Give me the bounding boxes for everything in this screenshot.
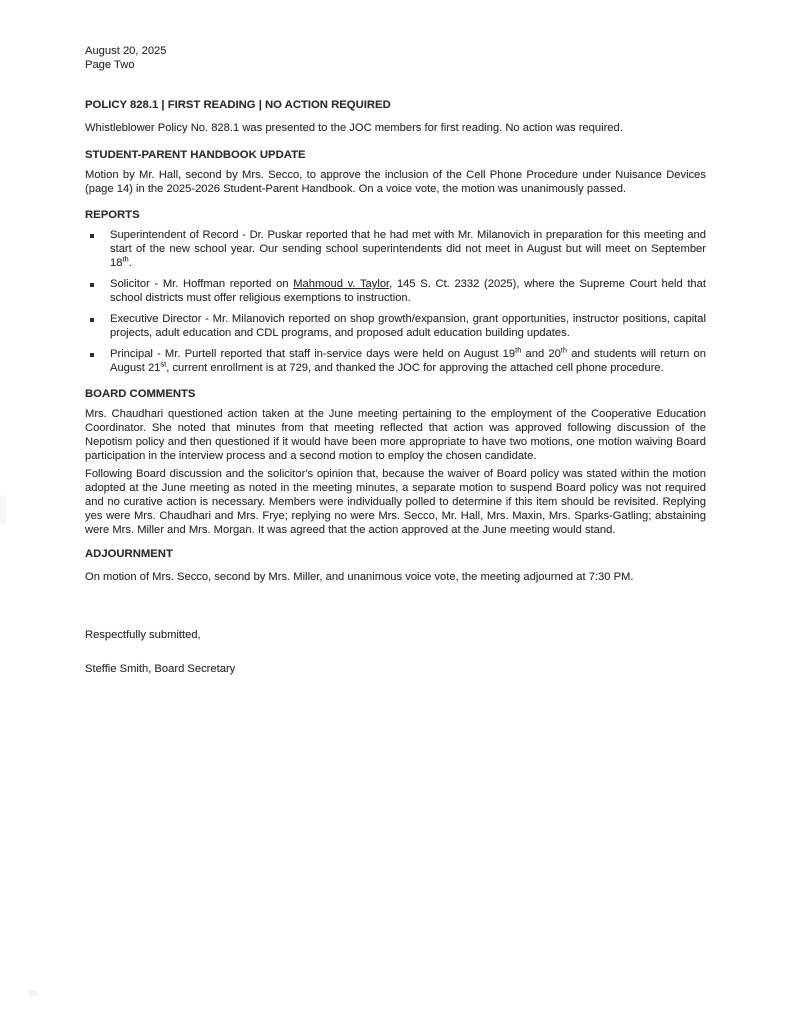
bullet-icon	[90, 318, 94, 322]
bullet-icon	[90, 234, 94, 238]
adjournment-heading: ADJOURNMENT	[85, 548, 173, 560]
board-comments-paragraph-2: Following Board discussion and the solicitor's opinion that, because the waiver of Board policy was stated within the motion adopted at the June meeting as noted in the meeting minutes, a separate motion to suspend Board policy was not required and no curative action is necessary. Members were individually polled to determine if this item should be revisited. Replying yes were Mrs. Chaudhari and Mrs. Frye; replying no were Mrs. Secco, Mr. Hall, Mrs. Maxin, Mrs. Sparks-Gatling; abstaining were Mrs. Miller and Mrs. Morgan. It was agreed that the action approved at the June meeting would stand.	[85, 468, 706, 536]
report-text: and students will return on August 21	[110, 348, 706, 374]
executive-director-report	[110, 312, 706, 340]
board-comments-paragraph-1: Mrs. Chaudhari questioned action taken at the June meeting pertaining to the employment of the Cooperative Education Coordinator. She noted that minutes from that meeting reflected that action was approved following discussion of the Nepotism policy and then questioned if it would have been more appropriate to have two motions, one motion waiving Board participation in the interview process and a second motion to employ the chosen candidate.	[85, 408, 706, 462]
list-item	[85, 312, 706, 340]
ordinal-suffix: th	[122, 254, 129, 264]
scan-artifact	[0, 495, 6, 525]
board-comments-heading: BOARD COMMENTS	[85, 388, 196, 400]
page-number: Page Two	[85, 59, 135, 71]
document-header	[85, 44, 706, 72]
policy-heading: POLICY 828.1 | FIRST READING | NO ACTION REQUIRED	[85, 99, 391, 111]
handbook-body: Motion by Mr. Hall, second by Mrs. Secco, to approve the inclusion of the Cell Phone Procedure under Nuisance Devices (page 14) in the 2025-2026 Student-Parent Handbook. On a voice vote, the motion was unanimously passed.	[85, 169, 706, 195]
principal-report	[110, 347, 706, 375]
reports-heading: REPORTS	[85, 209, 140, 221]
report-text: Solicitor - Mr. Hoffman reported on	[110, 278, 294, 290]
case-citation: Mahmoud v. Taylor	[293, 278, 390, 290]
handbook-heading: STUDENT-PARENT HANDBOOK UPDATE	[85, 149, 306, 161]
bullet-icon	[90, 283, 94, 287]
report-text: and 20	[521, 348, 561, 360]
report-text: Principal - Mr. Purtell reported that staff in-service days were held on August 19	[110, 348, 516, 360]
report-text: Superintendent of Record - Dr. Puskar reported that he had met with Mr. Milanovich in preparation for this meeting and start of the new school year. Our sending school superintendents did not meet in August but will meet on September 18	[110, 229, 706, 269]
ordinal-suffix: th	[515, 345, 522, 355]
list-item	[85, 228, 706, 270]
ordinal-suffix: th	[560, 345, 568, 355]
report-text: .	[128, 257, 132, 269]
signature-closing: Respectfully submitted,	[85, 629, 201, 641]
report-text: , 145 S. Ct. 2332 (2025), where the Supreme Court held that school districts must offer religious exemptions to instruction.	[110, 278, 706, 304]
bullet-icon	[90, 353, 94, 357]
scan-artifact	[28, 990, 38, 997]
document-date: August 20, 2025	[85, 45, 167, 57]
ordinal-suffix: st	[160, 359, 167, 369]
policy-body: Whistleblower Policy No. 828.1 was presented to the JOC members for first reading. No action was required.	[85, 122, 623, 134]
reports-bullet-list	[85, 228, 706, 375]
list-item	[85, 347, 706, 375]
list-item	[85, 277, 706, 305]
report-text: Executive Director - Mr. Milanovich reported on shop growth/expansion, grant opportunities, instructor positions, capital projects, adult education and CDL programs, and proposed adult education building updates.	[110, 313, 706, 339]
adjournment-body: On motion of Mrs. Secco, second by Mrs. Miller, and unanimous voice vote, the meeting adjourned at 7:30 PM.	[85, 571, 634, 583]
signature-name: Steffie Smith, Board Secretary	[85, 663, 236, 675]
report-text: , current enrollment is at 729, and thanked the JOC for approving the attached cell phone procedure.	[166, 362, 664, 374]
solicitor-report	[110, 277, 706, 305]
superintendent-report	[110, 228, 706, 270]
